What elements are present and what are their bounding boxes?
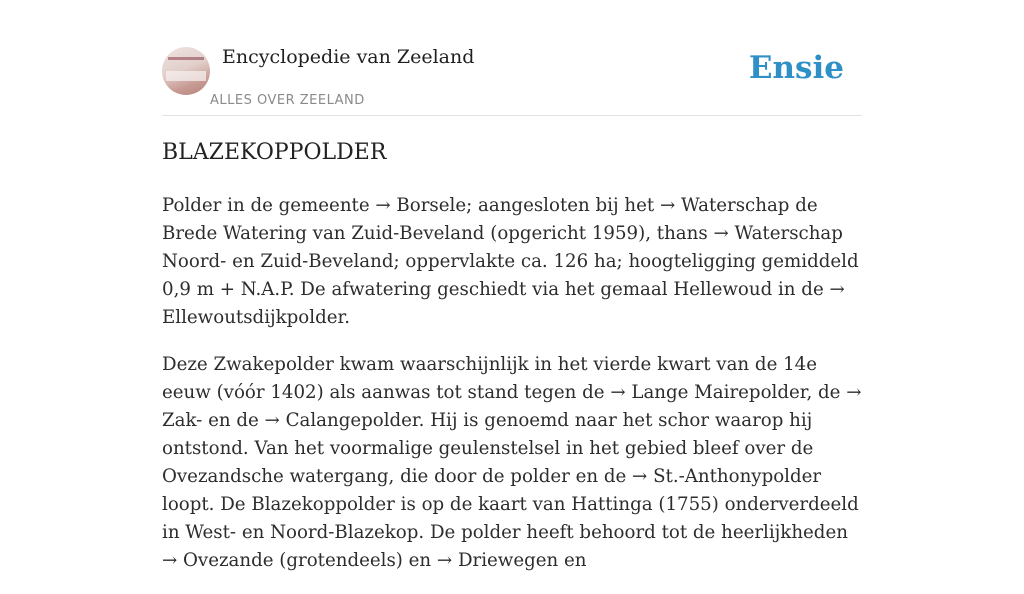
ensie-logo-link[interactable]: Ensie (748, 50, 844, 86)
paragraph-text: ; oppervlakte ca. 126 ha; hoogteligging gemiddeld 0,9 m + N.A.P. De afwatering geschiedt via het gemaal Hellewoud in de (162, 251, 859, 300)
paragraph-text: loopt. De Blazekoppolder is op de kaart van Hattinga (1755) onderverdeeld in West- en Noord-Blazekop. De polder heeft behoord tot de heerlijkheden (162, 494, 859, 543)
cross-reference-link[interactable]: → Zak- en de → Calangepolder (162, 382, 862, 431)
site-avatar[interactable] (162, 47, 210, 95)
site-tagline: ALLES OVER ZEELAND (210, 93, 365, 108)
cross-reference-link[interactable]: → Driewegen (436, 550, 559, 571)
paragraph-text: en (558, 550, 587, 571)
cross-reference-link[interactable]: → Waterschap de Brede Watering van Zuid-Beveland (162, 195, 818, 244)
article-paragraph (162, 192, 862, 332)
paragraph-text: . (344, 307, 350, 328)
paragraph-text: Deze Zwakepolder kwam waarschijnlijk in het vierde kwart van de 14e eeuw (vóór 1402) als aanwas tot stand tegen de (162, 354, 818, 403)
cross-reference-link[interactable]: → Waterschap Noord- en Zuid-Beveland (162, 223, 843, 272)
avatar-stripe (168, 57, 204, 60)
site-header (162, 44, 862, 116)
cross-reference-link[interactable]: → St.-Anthonypolder (632, 466, 822, 487)
site-title[interactable]: Encyclopedie van Zeeland (222, 46, 475, 68)
article-paragraph (162, 351, 862, 575)
paragraph-text: . Hij is genoemd naar het schor waarop hij ontstond. Van het voormalige geulenstelsel in het gebied bleef over de Ovezandsche watergang, die door de polder en de (162, 410, 814, 487)
paragraph-text: (grotendeels) en (273, 550, 437, 571)
paragraph-text: , de (806, 382, 847, 403)
cross-reference-link[interactable]: → Lange Mairepolder (610, 382, 807, 403)
cross-reference-link[interactable]: → Borsele (375, 195, 467, 216)
page-title: BLAZEKOPPOLDER (162, 140, 387, 165)
cross-reference-link[interactable]: → Ovezande (162, 550, 274, 571)
avatar-stripe (166, 71, 206, 81)
cross-reference-link[interactable]: → Ellewoutsdijkpolder (162, 279, 845, 328)
article-body (162, 192, 862, 594)
paragraph-text: Polder in de gemeente (162, 195, 376, 216)
paragraph-text: (opgericht 1959), thans (484, 223, 714, 244)
paragraph-text: ; aangesloten bij het (466, 195, 660, 216)
